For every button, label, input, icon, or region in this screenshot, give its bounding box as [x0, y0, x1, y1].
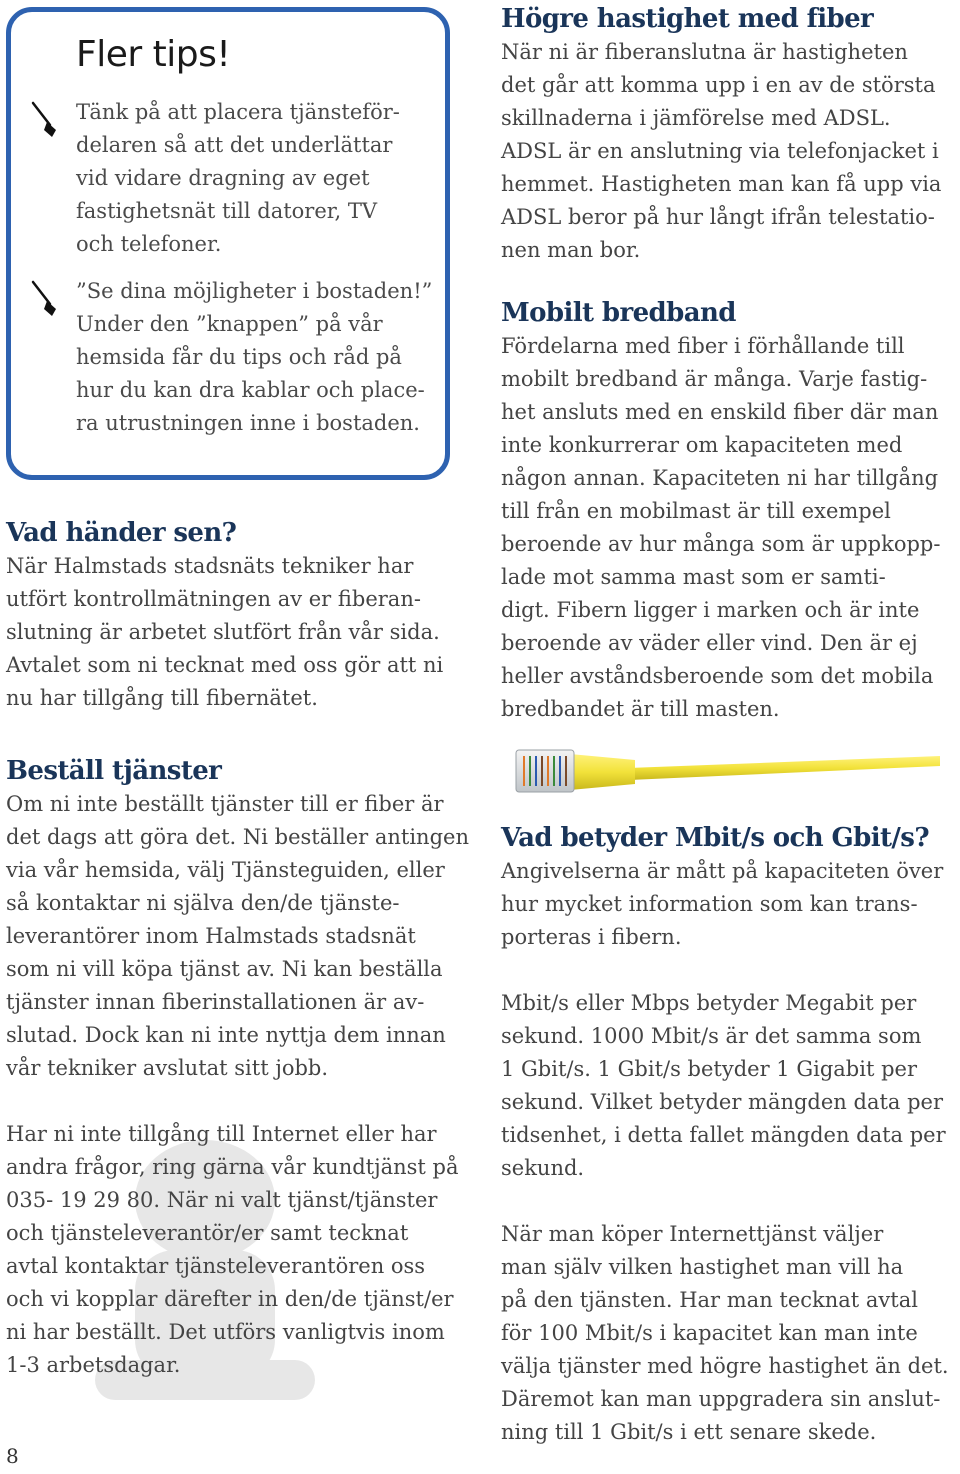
- paragraph-line: ADSL beror på hur långt ifrån telestatio-: [501, 205, 935, 229]
- tip-line: Under den ”knappen” på vår: [76, 312, 383, 336]
- paragraph-line: het ansluts med en enskild fiber där man: [501, 400, 939, 424]
- section-bestall-tjanster: [6, 754, 476, 1382]
- paragraph-line: Fördelarna med fiber i förhållande till: [501, 334, 905, 358]
- paragraph-line: Om ni inte beställt tjänster till er fiber är: [6, 792, 444, 816]
- tip-line: fastighetsnät till datorer, TV: [76, 199, 378, 223]
- tip-line: delaren så att det underlättar: [76, 133, 393, 157]
- paragraph-line: sekund. Vilket betyder mängden data per: [501, 1090, 944, 1114]
- tips-box: [6, 7, 450, 480]
- paragraph-line: på den tjänsten. Har man tecknat avtal: [501, 1288, 918, 1312]
- paragraph-line: det dags att göra det. Ni beställer antingen: [6, 825, 469, 849]
- screwdriver-icon: [30, 279, 60, 319]
- paragraph-line: hemmet. Hastigheten man kan få upp via: [501, 172, 942, 196]
- paragraph-line: Angivelserna är mått på kapaciteten över: [501, 859, 944, 883]
- section-heading: Beställ tjänster: [6, 756, 222, 786]
- paragraph-line: tjänster innan fiberinstallationen är av-: [6, 990, 425, 1014]
- paragraph-line: Har ni inte tillgång till Internet eller har: [6, 1122, 437, 1146]
- tip-item: [76, 275, 446, 440]
- paragraph-line: Avtalet som ni tecknat med oss gör att ni: [6, 653, 444, 677]
- paragraph-line: slutad. Dock kan ni inte nyttja dem innan: [6, 1023, 446, 1047]
- paragraph-line: ADSL är en anslutning via telefonjacket i: [501, 139, 939, 163]
- page-number: 8: [6, 1444, 19, 1468]
- section-heading: Vad händer sen?: [6, 518, 237, 548]
- paragraph-line: så kontaktar ni själva den/de tjänste-: [6, 891, 400, 915]
- paragraph-line: andra frågor, ring gärna vår kundtjänst på: [6, 1155, 459, 1179]
- paragraph-line: vår tekniker avslutat sitt jobb.: [6, 1056, 329, 1080]
- paragraph-line: nu har tillgång till fibernätet.: [6, 686, 318, 710]
- paragraph-line: inte konkurrerar om kapaciteten med: [501, 433, 903, 457]
- paragraph-line: hur mycket information som kan trans-: [501, 892, 918, 916]
- section-heading: Mobilt bredband: [501, 298, 736, 328]
- paragraph-line: via vår hemsida, välj Tjänsteguiden, eller: [6, 858, 445, 882]
- section-mobilt-bredband: [501, 296, 956, 726]
- paragraph-line: bredbandet är till masten.: [501, 697, 780, 721]
- paragraph-line: heller avståndsberoende som det mobila: [501, 664, 934, 688]
- section-vad-hander-sen: [6, 516, 476, 715]
- paragraph-line: nen man bor.: [501, 238, 641, 262]
- paragraph-line: sekund.: [501, 1156, 585, 1180]
- tip-line: ra utrustningen inne i bostaden.: [76, 411, 420, 435]
- section-heading: Vad betyder Mbit/s och Gbit/s?: [501, 823, 929, 853]
- paragraph-line: skillnaderna i jämförelse med ADSL.: [501, 106, 891, 130]
- tip-line: hemsida får du tips och råd på: [76, 345, 402, 369]
- paragraph-line: någon annan. Kapaciteten ni har tillgång: [501, 466, 939, 490]
- paragraph-line: för 100 Mbit/s i kapacitet kan man inte: [501, 1321, 918, 1345]
- paragraph-line: När Halmstads stadsnäts tekniker har: [6, 554, 414, 578]
- section-mbit-gbit: [501, 821, 956, 1449]
- paragraph-line: 1 Gbit/s. 1 Gbit/s betyder 1 Gigabit per: [501, 1057, 917, 1081]
- paragraph-line: När man köper Internettjänst väljer: [501, 1222, 884, 1246]
- tip-line: Tänk på att placera tjänsteför-: [76, 100, 400, 124]
- tips-title: Fler tips!: [76, 34, 231, 75]
- paragraph-line: välja tjänster med högre hastighet än det.: [501, 1354, 949, 1378]
- paragraph-line: 035- 19 29 80. När ni valt tjänst/tjänster: [6, 1188, 438, 1212]
- tip-line: ”Se dina möjligheter i bostaden!”: [76, 279, 433, 303]
- paragraph-line: och tjänsteleverantör/er samt tecknat: [6, 1221, 409, 1245]
- section-heading: Högre hastighet med fiber: [501, 4, 874, 34]
- paragraph-line: porteras i fibern.: [501, 925, 682, 949]
- paragraph-line: det går att komma upp i en av de största: [501, 73, 936, 97]
- tip-item: [76, 96, 446, 261]
- paragraph-line: tidsenhet, i detta fallet mängden data per: [501, 1123, 946, 1147]
- screwdriver-icon: [30, 100, 60, 140]
- paragraph-line: man själv vilken hastighet man vill ha: [501, 1255, 904, 1279]
- paragraph-line: digt. Fibern ligger i marken och är inte: [501, 598, 920, 622]
- tip-line: hur du kan dra kablar och place-: [76, 378, 425, 402]
- paragraph-line: avtal kontaktar tjänsteleverantören oss: [6, 1254, 426, 1278]
- paragraph-line: utfört kontrollmätningen av er fiberan-: [6, 587, 421, 611]
- paragraph-line: slutning är arbetet slutfört från vår sida.: [6, 620, 440, 644]
- tip-line: och telefoner.: [76, 232, 222, 256]
- paragraph-line: Däremot kan man uppgradera sin anslut-: [501, 1387, 941, 1411]
- paragraph-line: beroende av väder eller vind. Den är ej: [501, 631, 918, 655]
- paragraph-line: ni har beställt. Det utförs vanligtvis inom: [6, 1320, 445, 1344]
- paragraph-line: till från en mobilmast är till exempel: [501, 499, 891, 523]
- paragraph-line: som ni vill köpa tjänst av. Ni kan beställa: [6, 957, 443, 981]
- paragraph-line: lade mot samma mast som er samti-: [501, 565, 886, 589]
- paragraph-line: ning till 1 Gbit/s i ett senare skede.: [501, 1420, 877, 1444]
- paragraph-line: och vi kopplar därefter in den/de tjänst/er: [6, 1287, 454, 1311]
- paragraph-line: sekund. 1000 Mbit/s är det samma som: [501, 1024, 922, 1048]
- tip-line: vid vidare dragning av eget: [76, 166, 370, 190]
- paragraph-line: När ni är fiberanslutna är hastigheten: [501, 40, 908, 64]
- paragraph-line: Mbit/s eller Mbps betyder Megabit per: [501, 991, 917, 1015]
- paragraph-line: 1-3 arbetsdagar.: [6, 1353, 181, 1377]
- ethernet-cable-image: [510, 742, 950, 800]
- section-hogre-hastighet: [501, 2, 956, 267]
- paragraph-line: beroende av hur många som är uppkopp-: [501, 532, 941, 556]
- paragraph-line: leverantörer inom Halmstads stadsnät: [6, 924, 416, 948]
- paragraph-line: mobilt bredband är många. Varje fastig-: [501, 367, 928, 391]
